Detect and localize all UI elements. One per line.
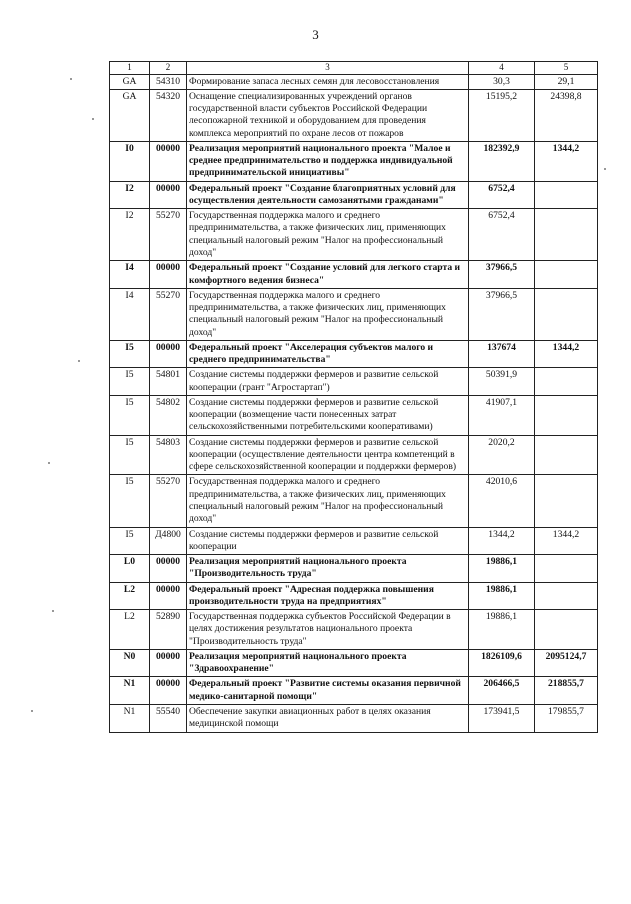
cell-amount-year-1: 182392,9 <box>469 141 535 181</box>
cell-description: Создание системы поддержки фермеров и развитие сельской кооперации (грант "Агростартап") <box>187 368 469 396</box>
cell-section-code: L0 <box>110 555 150 583</box>
cell-section-code: I4 <box>110 288 150 340</box>
cell-amount-year-1: 137674 <box>469 340 535 368</box>
header-col-1: 1 <box>110 62 150 75</box>
cell-amount-year-1: 19886,1 <box>469 555 535 583</box>
scan-speck <box>48 462 50 464</box>
header-col-3: 3 <box>187 62 469 75</box>
cell-amount-year-1: 42010,6 <box>469 475 535 527</box>
cell-direction-code: 00000 <box>150 677 187 705</box>
cell-direction-code: 55270 <box>150 288 187 340</box>
cell-amount-year-2 <box>535 555 598 583</box>
cell-section-code: N1 <box>110 705 150 733</box>
cell-amount-year-1: 1344,2 <box>469 527 535 555</box>
table-row <box>110 649 598 677</box>
cell-description: Оснащение специализированных учреждений органов государственной власти субъектов Российской Федерации лесопожарной техникой и оборудованием для проведения комплекса мероприятий по охране лесов от пожаров <box>187 89 469 141</box>
table-header-row <box>110 62 598 75</box>
cell-section-code: I5 <box>110 435 150 475</box>
header-col-5: 5 <box>535 62 598 75</box>
cell-direction-code: 54320 <box>150 89 187 141</box>
cell-amount-year-1: 30,3 <box>469 74 535 89</box>
cell-direction-code: 00000 <box>150 649 187 677</box>
cell-section-code: I5 <box>110 340 150 368</box>
table-row <box>110 261 598 289</box>
cell-amount-year-2 <box>535 435 598 475</box>
cell-section-code: I5 <box>110 395 150 435</box>
table-row <box>110 181 598 209</box>
cell-amount-year-2 <box>535 610 598 650</box>
cell-direction-code: 54802 <box>150 395 187 435</box>
cell-amount-year-2: 24398,8 <box>535 89 598 141</box>
cell-description: Реализация мероприятий национального проекта "Производительность труда" <box>187 555 469 583</box>
cell-section-code: L2 <box>110 582 150 610</box>
cell-description: Федеральный проект "Создание благоприятных условий для осуществления деятельности самозанятыми гражданами" <box>187 181 469 209</box>
table-row <box>110 74 598 89</box>
cell-direction-code: 00000 <box>150 555 187 583</box>
cell-amount-year-2: 1344,2 <box>535 527 598 555</box>
cell-amount-year-1: 206466,5 <box>469 677 535 705</box>
cell-amount-year-1: 37966,5 <box>469 261 535 289</box>
cell-description: Создание системы поддержки фермеров и развитие сельской кооперации (осуществление деятельности центра компетенций в сфере сельскохозяйственной кооперации и поддержки фермеров) <box>187 435 469 475</box>
cell-description: Реализация мероприятий национального проекта "Малое и среднее предпринимательство и поддержка индивидуальной предпринимательской инициативы" <box>187 141 469 181</box>
table-row <box>110 340 598 368</box>
cell-description: Государственная поддержка малого и среднего предпринимательства, а также физических лиц, применяющих специальный налоговый режим "Налог на профессиональный доход" <box>187 475 469 527</box>
table-row <box>110 677 598 705</box>
cell-section-code: I5 <box>110 527 150 555</box>
cell-amount-year-2: 179855,7 <box>535 705 598 733</box>
cell-amount-year-2 <box>535 288 598 340</box>
cell-description: Создание системы поддержки фермеров и развитие сельской кооперации <box>187 527 469 555</box>
cell-direction-code: 54801 <box>150 368 187 396</box>
cell-description: Федеральный проект "Создание условий для легкого старта и комфортного ведения бизнеса" <box>187 261 469 289</box>
cell-direction-code: 00000 <box>150 261 187 289</box>
cell-section-code: I0 <box>110 141 150 181</box>
cell-description: Реализация мероприятий национального проекта "Здравоохранение" <box>187 649 469 677</box>
cell-direction-code: 52890 <box>150 610 187 650</box>
cell-description: Формирование запаса лесных семян для лесовосстановления <box>187 74 469 89</box>
table-row <box>110 435 598 475</box>
table-row <box>110 475 598 527</box>
cell-direction-code: 00000 <box>150 582 187 610</box>
cell-amount-year-1: 19886,1 <box>469 610 535 650</box>
cell-direction-code: 55270 <box>150 209 187 261</box>
cell-amount-year-2 <box>535 209 598 261</box>
cell-amount-year-1: 19886,1 <box>469 582 535 610</box>
cell-direction-code: 55270 <box>150 475 187 527</box>
table-row <box>110 555 598 583</box>
cell-amount-year-2: 1344,2 <box>535 141 598 181</box>
cell-amount-year-1: 1826109,6 <box>469 649 535 677</box>
cell-amount-year-2 <box>535 395 598 435</box>
cell-description: Обеспечение закупки авиационных работ в целях оказания медицинской помощи <box>187 705 469 733</box>
cell-section-code: I2 <box>110 181 150 209</box>
cell-direction-code: 00000 <box>150 340 187 368</box>
table-row <box>110 288 598 340</box>
table-row <box>110 610 598 650</box>
scan-speck <box>70 78 72 80</box>
cell-amount-year-1: 41907,1 <box>469 395 535 435</box>
table-row <box>110 582 598 610</box>
cell-direction-code: 55540 <box>150 705 187 733</box>
scan-speck <box>604 168 606 170</box>
cell-direction-code: 54310 <box>150 74 187 89</box>
cell-description: Государственная поддержка малого и среднего предпринимательства, а также физических лиц, применяющих специальный налоговый режим "Налог на профессиональный доход" <box>187 209 469 261</box>
cell-section-code: I5 <box>110 368 150 396</box>
cell-section-code: L2 <box>110 610 150 650</box>
budget-table <box>109 61 598 733</box>
cell-description: Федеральный проект "Акселерация субъектов малого и среднего предпринимательства" <box>187 340 469 368</box>
cell-description: Государственная поддержка субъектов Российской Федерации в целях достижения результатов национального проекта "Производительность труда" <box>187 610 469 650</box>
scan-speck <box>78 360 80 362</box>
cell-section-code: I5 <box>110 475 150 527</box>
table-body <box>110 74 598 732</box>
table-row <box>110 527 598 555</box>
scan-speck <box>52 610 54 612</box>
table-row <box>110 141 598 181</box>
cell-amount-year-2: 1344,2 <box>535 340 598 368</box>
cell-amount-year-1: 15195,2 <box>469 89 535 141</box>
cell-amount-year-1: 6752,4 <box>469 209 535 261</box>
cell-amount-year-2: 29,1 <box>535 74 598 89</box>
cell-amount-year-2 <box>535 475 598 527</box>
cell-description: Федеральный проект "Адресная поддержка повышения производительности труда на предприятиях" <box>187 582 469 610</box>
cell-direction-code: 00000 <box>150 141 187 181</box>
table-row <box>110 368 598 396</box>
cell-amount-year-1: 50391,9 <box>469 368 535 396</box>
cell-amount-year-1: 2020,2 <box>469 435 535 475</box>
page-number: 3 <box>312 27 319 42</box>
table-row <box>110 209 598 261</box>
cell-direction-code: 54803 <box>150 435 187 475</box>
cell-amount-year-2 <box>535 261 598 289</box>
cell-amount-year-2 <box>535 582 598 610</box>
cell-amount-year-2: 2095124,7 <box>535 649 598 677</box>
cell-amount-year-1: 173941,5 <box>469 705 535 733</box>
cell-amount-year-2 <box>535 368 598 396</box>
cell-direction-code: Д4800 <box>150 527 187 555</box>
header-col-4: 4 <box>469 62 535 75</box>
cell-amount-year-2: 218855,7 <box>535 677 598 705</box>
table-row <box>110 705 598 733</box>
cell-section-code: GA <box>110 89 150 141</box>
scan-speck <box>31 710 33 712</box>
scan-speck <box>92 118 94 120</box>
cell-direction-code: 00000 <box>150 181 187 209</box>
cell-section-code: GA <box>110 74 150 89</box>
cell-section-code: I2 <box>110 209 150 261</box>
cell-section-code: N0 <box>110 649 150 677</box>
cell-section-code: N1 <box>110 677 150 705</box>
cell-amount-year-2 <box>535 181 598 209</box>
cell-description: Создание системы поддержки фермеров и развитие сельской кооперации (возмещение части понесенных затрат сельскохозяйственными потребительскими кооперативами) <box>187 395 469 435</box>
cell-description: Государственная поддержка малого и среднего предпринимательства, а также физических лиц, применяющих специальный налоговый режим "Налог на профессиональный доход" <box>187 288 469 340</box>
cell-amount-year-1: 37966,5 <box>469 288 535 340</box>
cell-description: Федеральный проект "Развитие системы оказания первичной медико-санитарной помощи" <box>187 677 469 705</box>
header-col-2: 2 <box>150 62 187 75</box>
table-row <box>110 395 598 435</box>
cell-section-code: I4 <box>110 261 150 289</box>
cell-amount-year-1: 6752,4 <box>469 181 535 209</box>
table-row <box>110 89 598 141</box>
